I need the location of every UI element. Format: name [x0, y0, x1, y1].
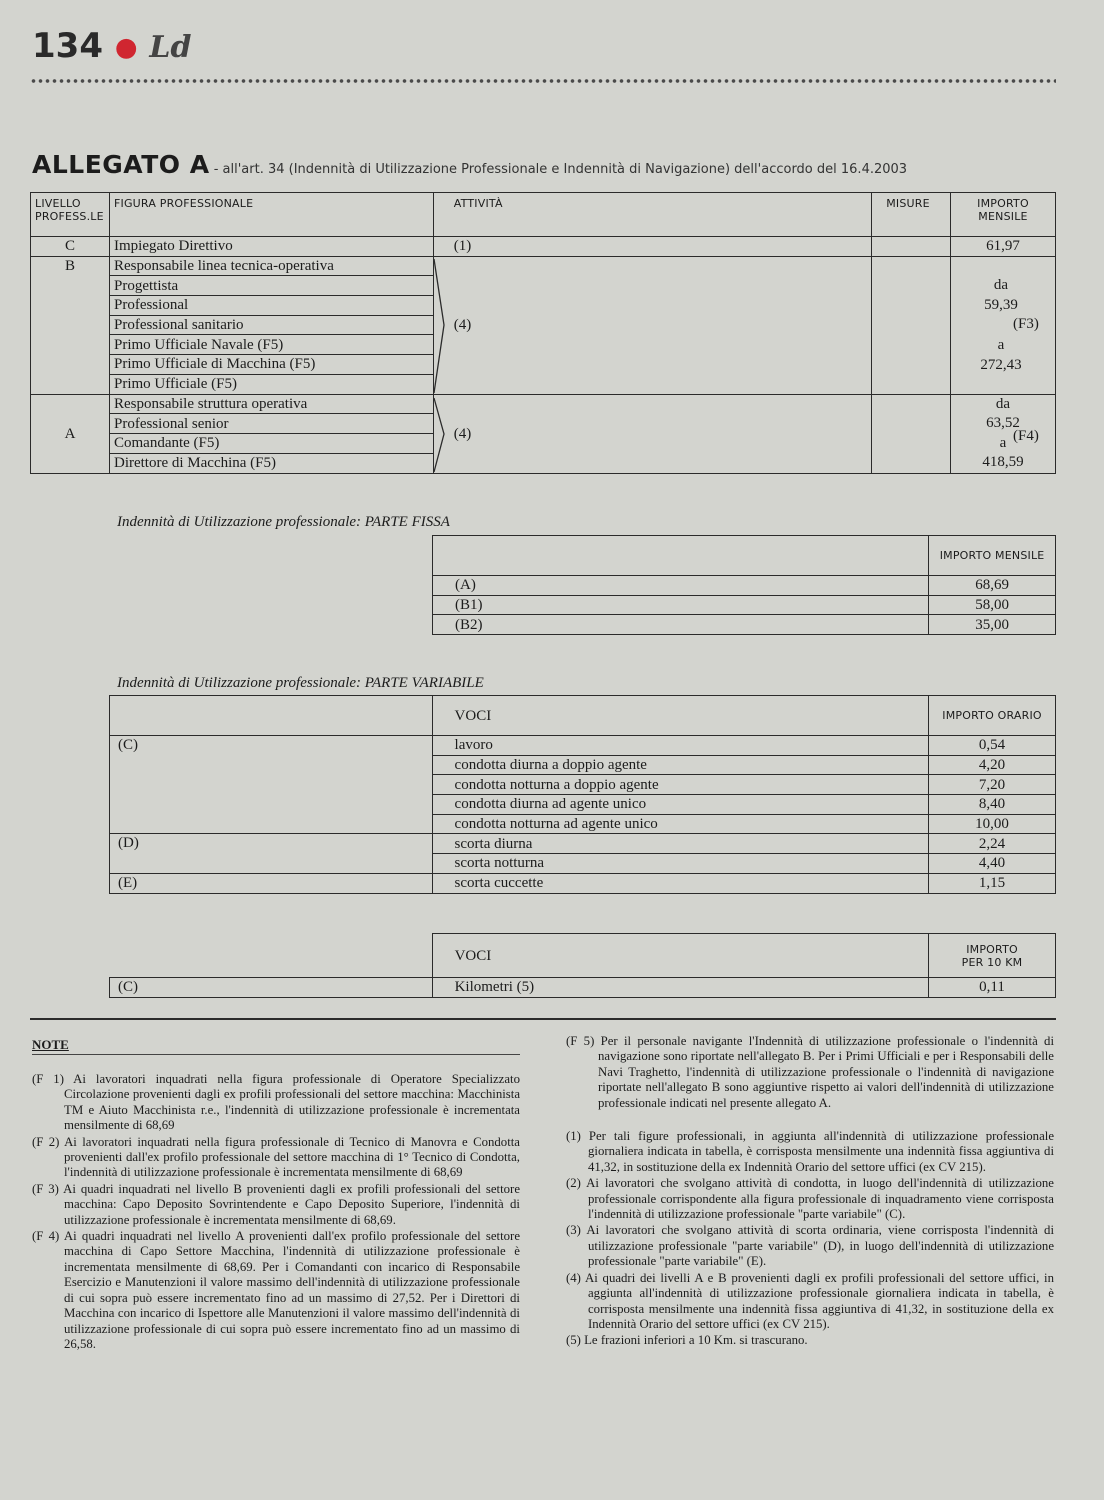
importo-c: 61,97 [950, 237, 1055, 257]
fixed-row-key: (A) [433, 576, 929, 596]
notes-right-column [566, 1034, 1054, 1350]
importo-b [950, 256, 1055, 394]
title-subtitle: - all'art. 34 (Indennità di Utilizzazione Professionale e Indennità di Navigazione) dell'accordo del 16.4.2003 [209, 162, 908, 177]
variable-value: 2,24 [929, 834, 1056, 854]
variable-voce: condotta notturna ad agente unico [432, 814, 929, 834]
variable-voce: lavoro [432, 736, 929, 756]
level-b-cell [31, 355, 110, 375]
figura-a-row: Professional senior [109, 414, 433, 434]
notes-title-rule [32, 1054, 520, 1055]
variable-empty-header [110, 696, 433, 736]
variable-value: 8,40 [929, 795, 1056, 815]
notes-divider [30, 1018, 1056, 1020]
misure-b [872, 256, 951, 394]
header-livello: LIVELLO PROFESS.LE [31, 193, 110, 237]
misure-c [872, 237, 951, 257]
importo-a-to-label: a [999, 434, 1007, 451]
figura-b-row: Primo Ufficiale (F5) [109, 374, 433, 394]
importo-b-from-label: da [993, 277, 1009, 294]
note-item: (4) Ai quadri dei livelli A e B provenienti dagli ex profili professionali del settore uffici, in aggiunta all'indennità di utilizzazione professionale giornaliera indicata in tabella, è corrisposta mensilmente una indennità fissa aggiuntiva di 41,32, in sostituzione della ex Indennità Orario del settore uffici (ex CV 215). [566, 1270, 1054, 1331]
header-figura: FIGURA PROFESSIONALE [109, 193, 433, 237]
header-misure: MISURE [872, 193, 951, 237]
attivita-a-text: (4) [453, 425, 472, 442]
variable-value: 4,20 [929, 755, 1056, 775]
note-item: (3) Ai lavoratori che svolgano attività di scorta ordinaria, viene corrisposta l'indennità di utilizzazione professionale "parte variabile" (D), in luogo dell'indennità di utilizzazione professionale "parte variabile" (E). [566, 1223, 1054, 1269]
importo-b-to-label: a [997, 337, 1005, 354]
note-item: (2) Ai lavoratori che svolgano attività di condotta, in luogo dell'indennità di utilizzazione professionale corrispondente alla figura professionale di inquadramento viene corrisposta l'indennità di utilizzazione professionale "parte variabile" (C). [566, 1176, 1054, 1222]
variable-value: 4,40 [929, 854, 1056, 874]
figura-b-row: Primo Ufficiale Navale (F5) [109, 335, 433, 355]
fixed-empty-header [433, 536, 929, 576]
level-b-cell [31, 315, 110, 335]
fixed-row-key: (B2) [433, 615, 929, 635]
group-c-label: (C) [118, 737, 138, 753]
misure-a [872, 394, 951, 473]
attivita-b [433, 256, 871, 394]
group-e: (E) [110, 873, 433, 893]
figura-a-row: Responsabile struttura operativa [109, 394, 433, 414]
level-c: C [31, 237, 110, 257]
figura-b-row: Professional [109, 296, 433, 316]
group-c [110, 736, 433, 834]
fixed-row-key: (B1) [433, 595, 929, 615]
level-a: A [31, 394, 110, 473]
figura-b-row: Professional sanitario [109, 315, 433, 335]
variable-value: 7,20 [929, 775, 1056, 795]
variable-voce: scorta cuccette [432, 873, 929, 893]
level-b-cell [31, 335, 110, 355]
note-item: (5) Le frazioni inferiori a 10 Km. si trascurano. [566, 1333, 808, 1348]
variable-voce: scorta notturna [432, 854, 929, 874]
importo-b-max: 272,43 [980, 357, 1022, 374]
page-number-text: 134 [32, 26, 103, 66]
variable-voce: condotta diurna a doppio agente [432, 755, 929, 775]
importo-a-from-label: da [995, 395, 1011, 412]
km-importo-header [929, 934, 1056, 978]
header-importo: IMPORTO MENSILE [950, 193, 1055, 237]
header-attivita: ATTIVITÀ [433, 193, 871, 237]
section-label-fissa: Indennità di Utilizzazione professionale: PARTE FISSA [117, 514, 450, 530]
fixed-part-table [432, 535, 1056, 635]
bullet-dot-icon: ● [114, 32, 138, 63]
importo-a [950, 394, 1055, 473]
variable-value: 10,00 [929, 814, 1056, 834]
variable-voce: condotta diurna ad agente unico [432, 795, 929, 815]
kilometer-table [109, 933, 1056, 998]
importo-b-min: 59,39 [984, 297, 1018, 314]
main-allowance-table [30, 192, 1056, 474]
importo-a-max: 418,59 [982, 454, 1024, 470]
level-b: B [31, 256, 110, 276]
fixed-importo-header: IMPORTO MENSILE [929, 536, 1056, 576]
km-value: 0,11 [929, 978, 1056, 998]
notes-title: NOTE [32, 1037, 69, 1052]
group-d [110, 834, 433, 873]
attivita-a [433, 394, 871, 473]
km-voce: Kilometri (5) [432, 978, 928, 998]
note-item: (F 1) Ai lavoratori inquadrati nella figura professionale di Operatore Specializzato Circolazione provenienti dagli ex profili professionali del settore macchina: Macchinista TM e Aiuto Macchinista r.e., l'indennità di utilizzazione professionale è incrementata mensilmente di 68,69 [32, 1072, 520, 1133]
notes-left-column [32, 1072, 520, 1353]
page-number [32, 26, 191, 66]
km-importo-header-b: PER 10 KM [961, 955, 1023, 969]
km-importo-header-a: IMPORTO [966, 942, 1018, 956]
km-empty-header [110, 934, 433, 978]
figura-b-row: Progettista [109, 276, 433, 296]
magazine-logo: Ld [149, 30, 192, 65]
variable-voce: condotta notturna a doppio agente [432, 775, 929, 795]
figura-b-row: Responsabile linea tecnica-operativa [109, 256, 433, 276]
km-voci-header: VOCI [432, 934, 928, 978]
group-d-label: (D) [118, 835, 139, 852]
variable-importo-header: IMPORTO ORARIO [929, 696, 1056, 736]
dotted-rule [30, 78, 1056, 84]
section-label-variabile: Indennità di Utilizzazione professionale: PARTE VARIABILE [117, 675, 484, 691]
level-b-cell [31, 296, 110, 316]
variable-part-table [109, 695, 1056, 894]
fixed-row-value: 35,00 [929, 615, 1056, 635]
note-item: (F 5) Per il personale navigante l'Indennità di utilizzazione professionale o l'indennità di navigazione sono riportate nell'allegato B. Per i Primi Ufficiali e per i Responsabili delle Navi Traghetto, l'indennità di utilizzazione professionale o l'indennità di navigazione riportate nell'allegato B sono aggiuntive rispetto ai valori dell'indennità di utilizzazione professionale indicati nel presente allegato A. [566, 1034, 1054, 1110]
fixed-row-value: 68,69 [929, 576, 1056, 596]
level-b-cell [31, 276, 110, 296]
note-f3-label: (F3) [1013, 316, 1039, 332]
figura-a-row: Comandante (F5) [109, 434, 433, 454]
level-b-cell [31, 374, 110, 394]
km-group: (C) [110, 978, 433, 998]
bracket-a-icon [432, 396, 448, 476]
note-f4-label: (F4) [1013, 428, 1039, 444]
note-item: (F 4) Ai quadri inquadrati nel livello A provenienti dall'ex profilo professionale del settore macchina di Capo Settore Macchina, l'indennità di utilizzazione professionale è incrementata mensilmente di 68,69. Per i Comandanti con incarico di Responsabile Esercizio e Manutenzioni il valore massimo dell'indennità di utilizzazione professionale di cui sopra può essere incrementato fino ad un massimo di 27,52. Per i Direttori di Macchina con incarico di Ispettore alle Manutenzioni il valore massimo dell'indennità di utilizzazione professionale di cui sopra può essere incrementato fino ad un massimo di 26,58. [32, 1229, 520, 1351]
figura-a-row: Direttore di Macchina (F5) [109, 453, 433, 473]
fixed-row-value: 58,00 [929, 595, 1056, 615]
variable-voce: scorta diurna [432, 834, 929, 854]
variable-value: 1,15 [929, 873, 1056, 893]
note-item: (1) Per tali figure professionali, in aggiunta all'indennità di utilizzazione professionale giornaliera indicata in tabella, è corrisposta mensilmente una indennità fissa aggiuntiva di 41,32, in sostituzione della ex Indennità Orario del settore uffici (ex CV 215). [566, 1129, 1054, 1174]
note-item: (F 2) Ai lavoratori inquadrati nella figura professionale di Tecnico di Manovra e Condotta provenienti dall'ex profilo professionale del settore macchina di 1° Tecnico di Condotta, l'indennità di utilizzazione professionale è incrementata mensilmente di 68,69 [32, 1134, 520, 1180]
title-main: ALLEGATO A [32, 150, 210, 179]
bracket-b-icon [432, 257, 448, 397]
variable-voci-header: VOCI [432, 696, 929, 736]
attivita-c: (1) [433, 237, 871, 257]
figura-c: Impiegato Direttivo [109, 237, 433, 257]
variable-value: 0,54 [929, 736, 1056, 756]
figura-b-row: Primo Ufficiale di Macchina (F5) [109, 355, 433, 375]
note-item: (F 3) Ai quadri inquadrati nel livello B provenienti dagli ex profili professionali del settore macchina: Capo Deposito Sovrintendente e Capo Deposito Superiore, l'indennità di utilizzazione professionale è incrementata mensilmente di 68,69. [32, 1181, 520, 1227]
attivita-b-text: (4) [453, 317, 472, 334]
importo-a-min: 63,52 [986, 415, 1020, 431]
document-title [32, 150, 907, 179]
